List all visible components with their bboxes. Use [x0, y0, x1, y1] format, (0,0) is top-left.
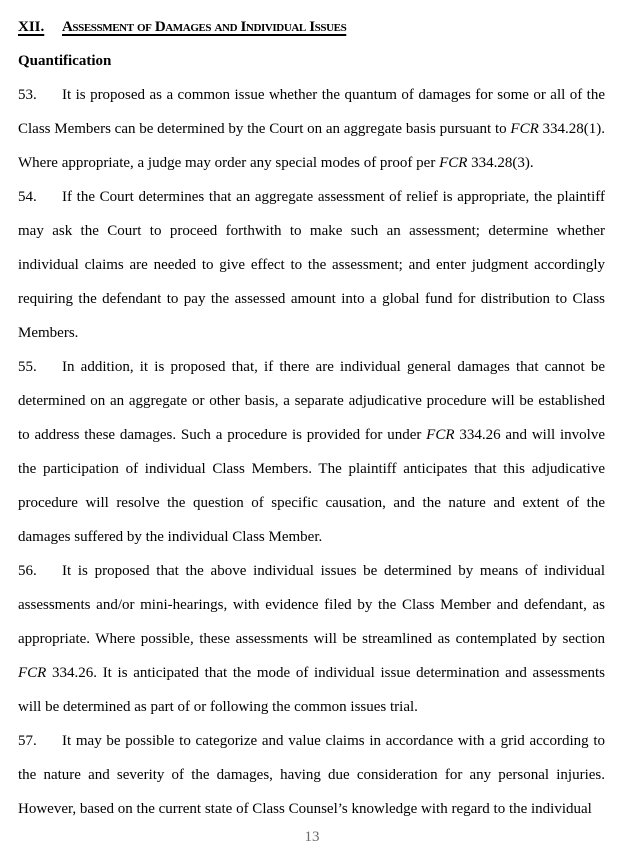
paragraph	[18, 78, 605, 180]
citation-italic: FCR	[510, 121, 539, 137]
paragraph-text: 334.26. It is anticipated that the mode of individual issue determination and assessments will be determined as part of or following the common issues trial.	[18, 665, 605, 715]
paragraph-text: It is proposed that the above individual issues be determined by means of individual assessments and/or mini-hearings, with evidence filed by the Class Member and defendant, as appropriate. Where possible, these assessments will be streamlined as contemplated by section	[18, 563, 605, 647]
paragraph-number: 55.	[18, 359, 37, 375]
paragraph-text: It is proposed as a common issue whether the quantum of damages for some or all of the Class Members can be determined by the Court on an aggregate basis pursuant to	[18, 87, 605, 137]
paragraphs-container	[18, 78, 605, 826]
section-numeral: XII.	[18, 19, 45, 35]
paragraph-text: In addition, it is proposed that, if there are individual general damages that cannot be determined on an aggregate or other basis, a separate adjudicative procedure will be established to address these damages. Such a procedure is provided for under	[18, 359, 605, 443]
paragraph-text: It may be possible to categorize and value claims in accordance with a grid according to the nature and severity of the damages, having due consideration for any personal injuries. However, based on the current state of Class Counsel’s knowledge with regard to the individual	[18, 733, 605, 817]
paragraph-number: 56.	[18, 563, 37, 579]
paragraph-number: 54.	[18, 189, 37, 205]
paragraph-text: If the Court determines that an aggregate assessment of relief is appropriate, the plaintiff may ask the Court to proceed forthwith to make such an assessment; determine whether individual claims are needed to give effect to the assessment; and enter judgment accordingly requiring the defendant to pay the assessed amount into a global fund for distribution to Class Members.	[18, 189, 605, 341]
citation-italic: FCR	[426, 427, 455, 443]
paragraph-text: 334.26 and will involve the participation of individual Class Members. The plaintiff anticipates that this adjudicative procedure will resolve the question of specific causation, and the nature and extent of the damages suffered by the individual Class Member.	[18, 427, 605, 545]
paragraph-number: 57.	[18, 733, 37, 749]
paragraph-text: 334.28(1). Where appropriate, a judge may order any special modes of proof per	[18, 121, 605, 171]
paragraph	[18, 554, 605, 724]
section-numeral-cell	[18, 10, 62, 44]
document-content	[18, 10, 605, 826]
paragraph-text: 334.28(3).	[467, 155, 534, 171]
subheading: Quantification	[18, 53, 112, 69]
section-title: Assessment of Damages and Individual Issues	[62, 19, 347, 35]
citation-italic: FCR	[439, 155, 468, 171]
paragraph	[18, 180, 605, 350]
paragraph	[18, 350, 605, 554]
section-heading	[18, 10, 605, 44]
page-number: 13	[304, 829, 320, 845]
paragraph-number: 53.	[18, 87, 37, 103]
citation-italic: FCR	[18, 665, 47, 681]
paragraph	[18, 724, 605, 826]
